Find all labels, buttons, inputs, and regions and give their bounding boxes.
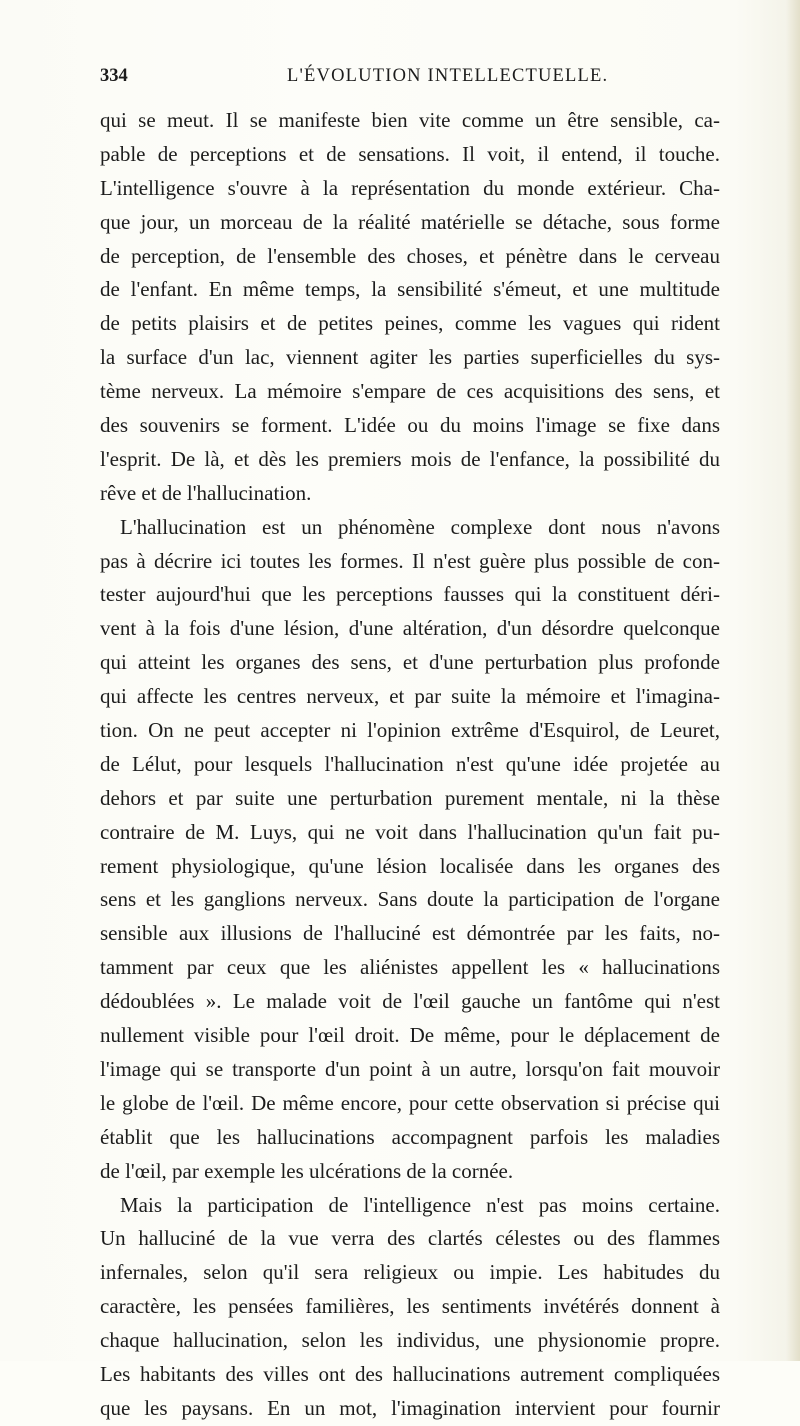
text-line: tamment par ceux que les aliénistes appellent les « hallucinations [100,955,720,980]
text-line: tème nerveux. La mémoire s'empare de ces acquisitions des sens, et [100,379,720,404]
text-line: sensible aux illusions de l'halluciné est démontrée par les faits, no- [100,921,720,946]
text-line: caractère, les pensées familières, les sentiments invétérés donnent à [100,1294,720,1319]
text-line: qui affecte les centres nerveux, et par suite la mémoire et l'imagina- [100,684,720,709]
text-line: contraire de M. Luys, qui ne voit dans l'hallucination qu'un fait pu- [100,819,720,844]
text-line: qui se meut. Il se manifeste bien vite comme un être sensible, ca- [100,108,720,132]
text-line: pas à décrire ici toutes les formes. Il n'est guère plus possible de con- [100,548,720,573]
text-line: l'esprit. De là, et dès les premiers mois de l'enfance, la possibilité du [100,446,720,471]
running-head [100,66,700,96]
text-line: L'intelligence s'ouvre à la représentation du monde extérieur. Cha- [100,175,720,200]
text-line: chaque hallucination, selon les individus, une physionomie propre. [100,1328,720,1353]
text-line: L'hallucination est un phénomène complexe dont nous n'avons [120,514,720,539]
page-number: 334 [100,66,128,86]
text-line: établit que les hallucinations accompagnent parfois les maladies [100,1124,720,1149]
text-line: nullement visible pour l'œil droit. De même, pour le déplacement de [100,1023,720,1048]
text-line: le globe de l'œil. De même encore, pour cette observation si précise qui [100,1090,720,1115]
text-line: de l'œil, par exemple les ulcérations de la cornée. [100,1158,514,1183]
text-line: Mais la participation de l'intelligence n'est pas moins certaine. [120,1192,720,1217]
text-line: de perception, de l'ensemble des choses, et pénètre dans le cerveau [100,243,720,268]
text-line: de Lélut, pour lesquels l'hallucination n'est qu'une idée projetée au [100,751,720,776]
text-line: pable de perceptions et de sensations. Il voit, il entend, il touche. [100,141,720,166]
text-line: tion. On ne peut accepter ni l'opinion extrême d'Esquirol, de Leuret, [100,718,720,743]
text-line: l'image qui se transporte d'un point à un autre, lorsqu'on fait mouvoir [100,1056,720,1081]
text-line: rement physiologique, qu'une lésion localisée dans les organes des [100,853,720,878]
text-line: de petits plaisirs et de petites peines, comme les vagues qui rident [100,311,720,336]
text-line: que les paysans. En un mot, l'imagination intervient pour fournir [100,1395,720,1420]
text-line: qui atteint les organes des sens, et d'une perturbation plus profonde [100,650,720,675]
text-line: rêve et de l'hallucination. [100,480,312,505]
text-line: Les habitants des villes ont des hallucinations autrement compliquées [100,1361,720,1386]
text-line: infernales, selon qu'il sera religieux ou impie. Les habitudes du [100,1260,720,1285]
text-line: dédoublées ». Le malade voit de l'œil gauche un fantôme qui n'est [100,989,720,1014]
text-line: des souvenirs se forment. L'idée ou du moins l'image se fixe dans [100,413,720,438]
text-line: Un halluciné de la vue verra des clartés célestes ou des flammes [100,1226,720,1251]
text-line: de l'enfant. En même temps, la sensibilité s'émeut, et une multitude [100,277,720,302]
text-line: dehors et par suite une perturbation purement mentale, ni la thèse [100,785,720,810]
running-title: L'ÉVOLUTION INTELLECTUELLE. [287,66,609,86]
text-line: vent à la fois d'une lésion, d'une altération, d'un désordre quelconque [100,616,720,641]
text-line: que jour, un morceau de la réalité matérielle se détache, sous forme [100,209,720,234]
text-line: la surface d'un lac, viennent agiter les parties superficielles du sys- [100,345,720,370]
text-line: tester aujourd'hui que les perceptions fausses qui la constituent déri- [100,582,720,607]
page-edge-shadow [786,0,800,1361]
body-text [100,104,720,1426]
text-line: sens et les ganglions nerveux. Sans doute la participation de l'organe [100,887,720,912]
